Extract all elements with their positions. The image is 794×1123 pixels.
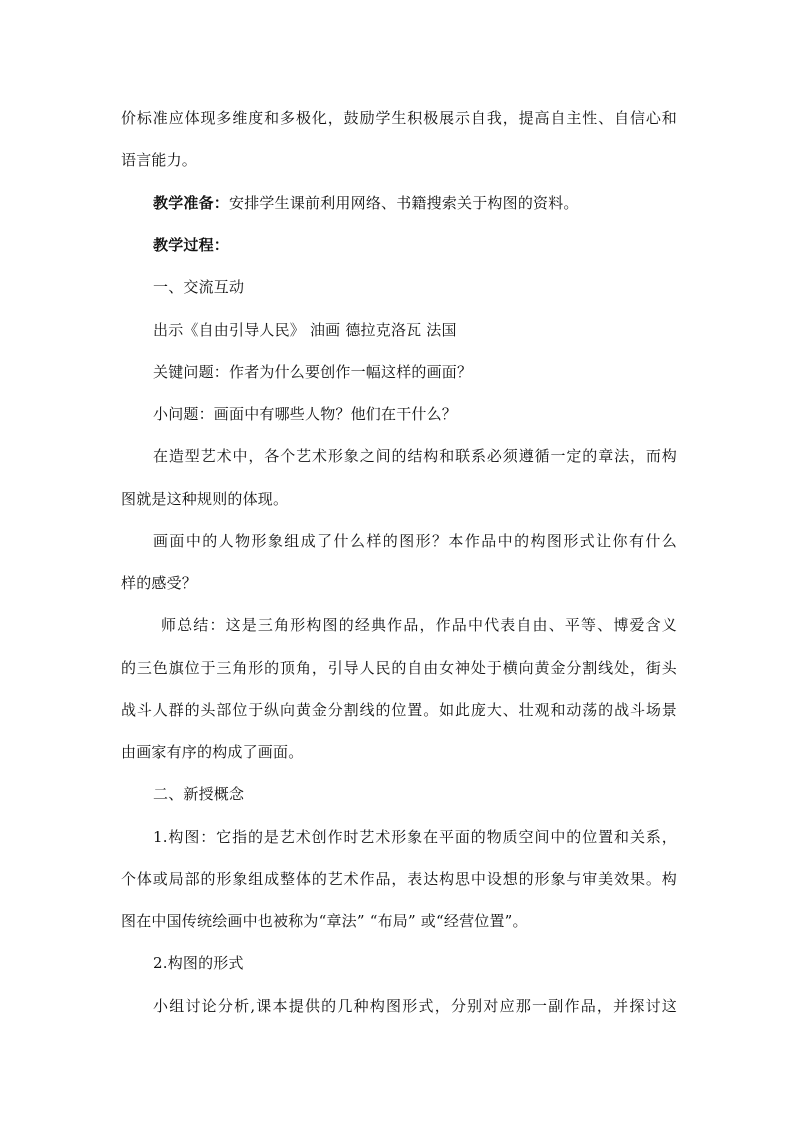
section-text: 安排学生课前利用网络、书籍搜索关于构图的资料。 [229,194,579,212]
section-heading: 二、新授概念 [153,785,245,803]
paragraph-line: 战斗人群的头部位于纵向黄金分割线的位置。如此庞大、壮观和动荡的战斗场景 [121,701,677,719]
paragraph-line: 在造型艺术中，各个艺术形象之间的结构和联系必须遵循一定的章法，而构 [153,447,677,465]
paragraph-line: 图在中国传统绘画中也被称为“章法” “布局” 或“经营位置”。 [121,912,528,930]
teaching-preparation-line [153,193,677,213]
paragraph-line: 语言能力。 [121,151,198,169]
paragraph-line: 小问题：画面中有哪些人物？他们在干什么？ [153,405,458,423]
paragraph-line: 图就是这种规则的体现。 [121,490,289,508]
paragraph-line: 画面中的人物形象组成了什么样的图形？本作品中的构图形式让你有什么 [153,532,677,550]
paragraph-line: 关键问题：作者为什么要创作一幅这样的画面？ [153,363,473,381]
section-label: 教学准备： [153,194,230,212]
paragraph-line: 个体或局部的形象组成整体的艺术作品，表达构思中设想的形象与审美效果。构 [121,870,677,888]
paragraph-line: 价标准应体现多维度和多极化，鼓励学生积极展示自我，提高自主性、自信心和 [121,109,677,127]
paragraph-line: 样的感受？ [121,574,198,592]
section-heading: 一、交流互动 [153,278,245,296]
paragraph-line: 师总结：这是三角形构图的经典作品，作品中代表自由、平等、博爱含义 [161,616,677,634]
paragraph-line: 1.构图：它指的是艺术创作时艺术形象在平面的物质空间中的位置和关系， [153,828,677,846]
paragraph-line: 小组讨论分析,课本提供的几种构图形式，分别对应那一副作品，并探讨这 [153,997,677,1015]
section-heading: 教学过程： [153,236,230,254]
paragraph-line: 由画家有序的构成了画面。 [121,743,304,761]
section-heading: 2.构图的形式 [153,954,244,972]
paragraph-line: 出示《自由引导人民》 油画 德拉克洛瓦 法国 [153,321,457,339]
paragraph-line: 的三色旗位于三角形的顶角，引导人民的自由女神处于横向黄金分割线处，街头 [121,659,677,677]
